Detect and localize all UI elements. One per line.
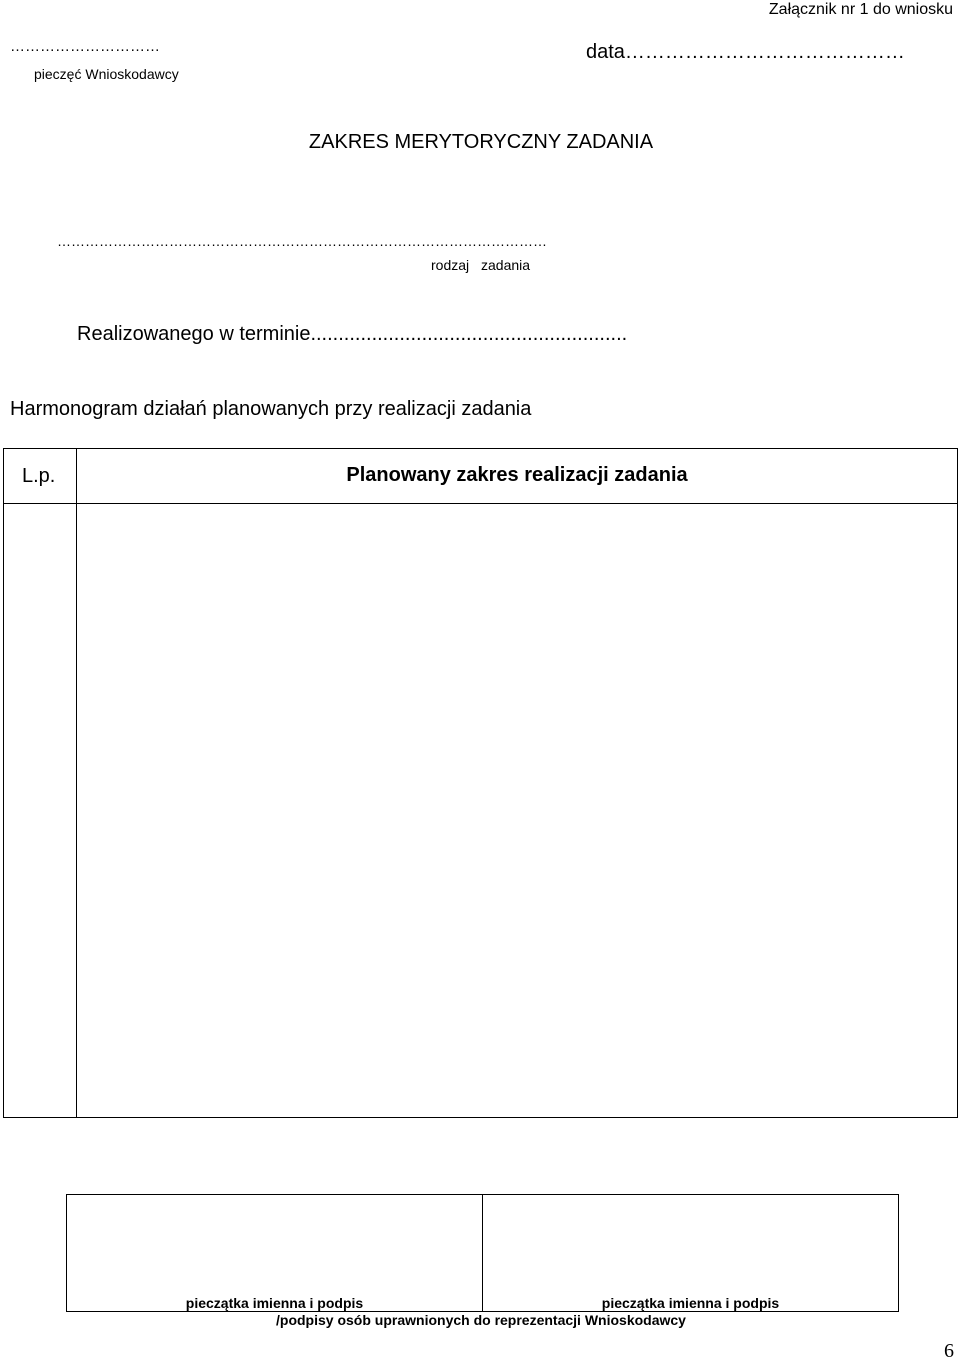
signature-label-left: pieczątka imienna i podpis: [185, 1295, 364, 1311]
schedule-heading: Harmonogram działań planowanych przy realizacji zadania: [10, 398, 532, 420]
stamp-dotted-line: …………………………: [10, 38, 160, 55]
stamp-label: pieczęć Wnioskodawcy: [34, 66, 179, 82]
column-header-scope: Planowany zakres realizacji zadania: [346, 464, 688, 486]
column-header-lp: L.p.: [22, 465, 56, 487]
signatures-note: /podpisy osób uprawnionych do reprezentacji Wnioskodawcy: [276, 1312, 686, 1328]
attachment-label: Załącznik nr 1 do wniosku: [768, 1, 953, 18]
page-number: 6: [944, 1340, 954, 1362]
signature-label-right: pieczątka imienna i podpis: [601, 1295, 780, 1311]
term-field: Realizowanego w terminie.........................................................: [77, 323, 628, 345]
task-type-label: rodzaj zadania: [431, 257, 531, 273]
task-type-dotted-line: ……………………………………………………………………………………………: [57, 233, 547, 249]
document-title: ZAKRES MERYTORYCZNY ZADANIA: [308, 131, 654, 153]
table-header-divider: [4, 503, 957, 504]
signature-table: [66, 1194, 899, 1312]
date-field: data……………………………………: [586, 41, 905, 63]
signature-divider: [482, 1195, 483, 1311]
table-column-divider: [76, 449, 77, 1117]
schedule-table: [3, 448, 958, 1118]
